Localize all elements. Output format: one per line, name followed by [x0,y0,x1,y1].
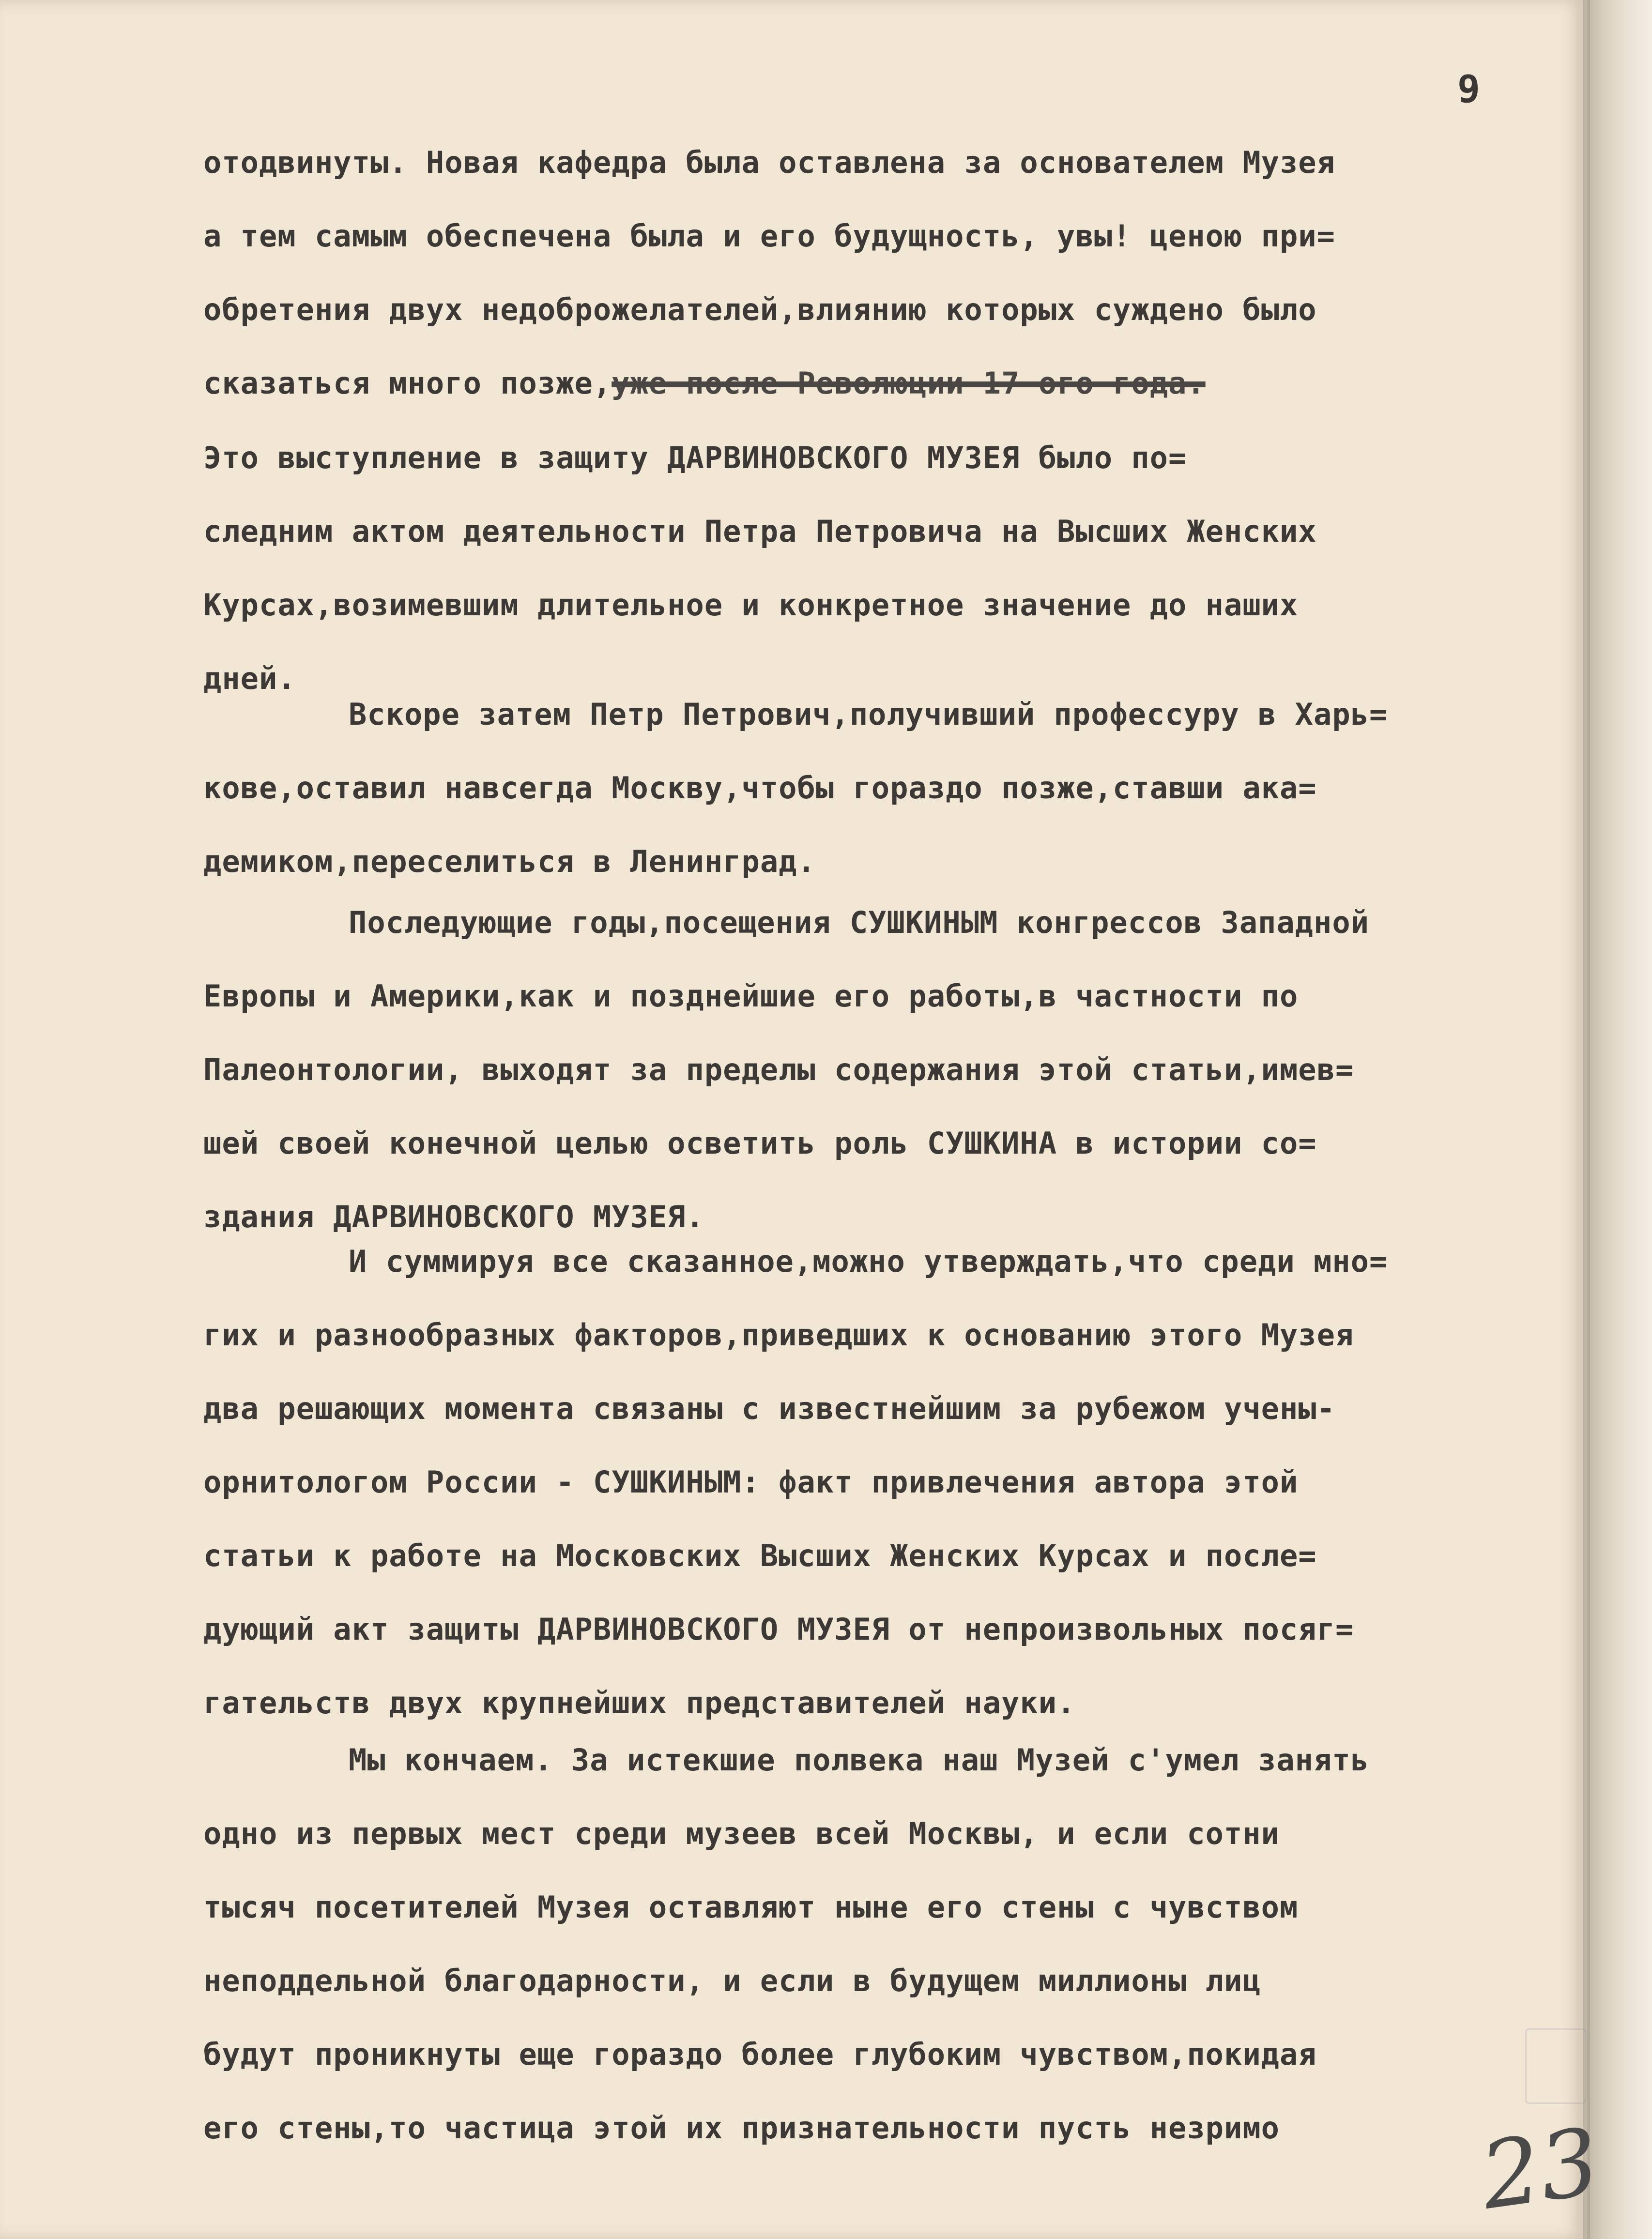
text-line: Это выступление в защиту ДАРВИНОВСКОГО МУЗЕЯ было по= [203,440,1187,475]
text-line: неподдельной благодарности, и если в будущем миллионы лиц [203,1963,1261,1998]
text-line: будут проникнуты еще гораздо более глубоким чувством,покидая [203,2037,1317,2072]
text-line: одно из первых мест среди музеев всей Москвы, и если сотни [203,1816,1280,1851]
handwritten-folio-number: 23 [1474,2108,1606,2230]
text-line: а тем самым обеспечена была и его будущность, увы! ценою при= [203,218,1335,254]
text-line: орнитологом России - СУШКИНЫМ: факт привлечения автора этой [203,1464,1299,1500]
text-line: гательств двух крупнейших представителей науки. [203,1685,1076,1721]
text-line: кове,оставил навсегда Москву,чтобы гораздо позже,ставши ака= [203,770,1317,806]
faded-archive-stamp [1525,2028,1586,2104]
text-line: Последующие годы,посещения СУШКИНЫМ конгрессов Западной [349,905,1369,940]
text-line: Европы и Америки,как и позднейшие его работы,в частности по [203,978,1299,1014]
text-line: дующий акт защиты ДАРВИНОВСКОГО МУЗЕЯ от непроизвольных посяг= [203,1612,1354,1647]
text-line: статьи к работе на Московских Высших Женских Курсах и после= [203,1538,1317,1573]
text-line: дней. [203,661,296,696]
text-line: сказаться много позже, [203,366,612,401]
paragraph-3 [203,678,1540,899]
paragraph-5 [203,1225,1540,1740]
struck-text: уже после Революции 17-ого года. [612,366,1206,401]
text-line: Курсах,возимевшим длительное и конкретное значение до наших [203,587,1299,623]
text-line: демиком,переселиться в Ленинград. [203,844,816,879]
text-line: И суммируя все сказанное,можно утверждать,что среди мно= [349,1244,1388,1279]
page-binding-line [1587,0,1590,2239]
paragraph-1 [203,126,1540,420]
text-line: Палеонтологии, выходят за пределы содержания этой статьи,имев= [203,1052,1354,1087]
text-line: его стены,то частица этой их признательности пусть незримо [203,2110,1280,2146]
paragraph-4 [203,886,1540,1254]
page-edge [1583,0,1652,2239]
paragraph-6 [203,1723,1540,2165]
text-line: Мы кончаем. За истекшие полвека наш Музей с'умел занять [349,1742,1369,1778]
text-line: шей своей конечной целью осветить роль СУШКИНА в истории со= [203,1126,1317,1161]
text-line: следним актом деятельности Петра Петровича на Высших Женских [203,514,1317,549]
text-line: гих и разнообразных факторов,приведших к основанию этого Музея [203,1317,1354,1353]
text-line-with-strikethrough [203,347,1540,420]
page-number: 9 [1457,68,1480,111]
text-line: здания ДАРВИНОВСКОГО МУЗЕЯ. [203,1199,704,1234]
text-line: Вскоре затем Петр Петрович,получивший профессуру в Харь= [349,697,1388,732]
paragraph-2 [203,421,1540,716]
text-line: тысяч посетителей Музея оставляют ныне его стены с чувством [203,1889,1299,1925]
text-line: отодвинуты. Новая кафедра была оставлена за основателем Музея [203,145,1335,180]
text-line: два решающих момента связаны с известнейшим за рубежом учены- [203,1391,1335,1426]
text-line: обретения двух недоброжелателей,влиянию которых суждено было [203,292,1317,327]
